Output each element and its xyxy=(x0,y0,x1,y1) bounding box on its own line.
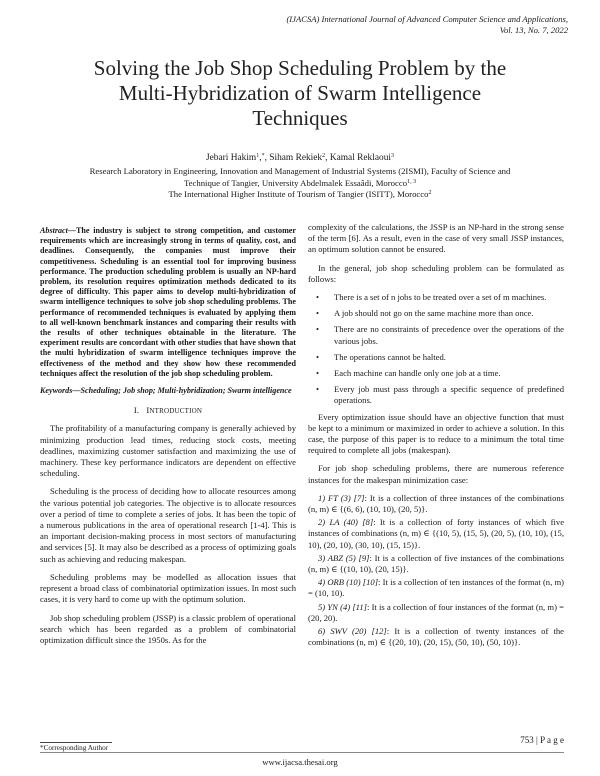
affiliation-3-sup: 2 xyxy=(428,190,432,196)
abstract-lead: Abstract xyxy=(40,226,68,235)
bullet-icon: • xyxy=(316,308,320,319)
author-3-affil: 3 xyxy=(391,153,394,159)
affiliation-line-1: Research Laboratory in Engineering, Innovation and Management of Industrial Systems (2ISMI), Faculty of Science and xyxy=(89,166,511,176)
reference-instance: 5) YN (4) [11]: It is a collection of four instances of the format (n, m) = (20, 20). xyxy=(308,601,564,623)
page-number: 753 | P a g e xyxy=(520,735,564,745)
left-column xyxy=(40,226,296,653)
section-first-letter: I xyxy=(146,405,150,416)
title-line-3: Techniques xyxy=(252,106,348,130)
reference-instance: 1) FT (3) [7]: It is a collection of three instances of the combinations (n, m) ∈ {(6, 6), (10, 10), (20, 5)}. xyxy=(308,492,565,515)
paragraph: Job shop scheduling problem (JSSP) is a classic problem of operational search which has been regarded as a problem of combinatorial optimization difficult since the 1950s. As for the xyxy=(40,612,296,645)
paragraph: Scheduling problems may be modelled as allocation issues that represent a broad class of combinatorial optimization issues. In most such cases, it is very hard to come up with the optimum solution. xyxy=(40,571,296,605)
title-line-1: Solving the Job Shop Scheduling Problem by the xyxy=(93,56,507,80)
author-1-corresponding: * xyxy=(261,153,265,159)
paragraph: Every optimization issue should have an objective function that must be kept to a minimum or maximized in order to achieve a solution. In this case, the purpose of this paper is to reduce to a minimum the total time required to complete all jobs (makespan). xyxy=(308,411,564,456)
reference-instance: 2) LA (40) [8]: It is a collection of forty instances of which five instances of combinations (n, m) ∈ {(10, 5), (15, 5), (20, 5), (10, 10), (15, 10), (20, 10), (30, 10), (15, 15)}. xyxy=(308,517,565,550)
affiliation-2-sup: 1, 3 xyxy=(407,178,417,185)
reference-instance: 3) ABZ (5) [9]: It is a collection of five instances of the combinations (n, m) ∈ {(10, 10), (20, 15)}. xyxy=(308,552,564,575)
author-2-affil: 2 xyxy=(322,153,326,159)
paper-title xyxy=(40,56,560,131)
bullet-icon: • xyxy=(316,351,320,362)
reference-instance: 6) SWV (20) [12]: It is a collection of twenty instances of the combinations (n, m) ∈ {(20, 10), (20, 15), (50, 10), (50, 10)}. xyxy=(308,626,564,648)
list-item: • A job should not go on the same machine more than once. xyxy=(316,308,534,319)
author-3: Kamal Reklaoui xyxy=(329,153,391,163)
author-list: Jebari Hakim$^1$,*, Siham Rekiek$^2$, Kamal Reklaoui$^3$ xyxy=(205,153,394,163)
affiliations xyxy=(30,166,570,201)
list-item: • There is a set of n jobs to be treated over a set of m machines. xyxy=(316,292,547,303)
author-1-affil: 1 xyxy=(256,153,260,159)
keywords: Keywords—Scheduling; Job shop; Multi-hybridization; Swarm intelligence xyxy=(40,386,292,396)
list-item: • There are no constraints of precedence over the operations of the various jobs. xyxy=(316,324,564,346)
paragraph: The profitability of a manufacturing company is generally achieved by minimizing production lead times, reducing stock costs, meeting deadlines, maximizing customer satisfaction and maximizing the use of machinery. These key performance indicators are dependent on effective scheduling. xyxy=(40,423,296,479)
paragraph: For job shop scheduling problems, there are numerous reference instances for the makespan minimization case: xyxy=(308,463,564,485)
bullet-icon: • xyxy=(316,292,320,303)
footer-divider xyxy=(40,752,564,753)
section-title-rest: NTRODUCTION xyxy=(149,407,203,416)
affiliation-line-2: Technique of Tangier, University Abdelmalek Essaâdi, Morocco$^{1, 3}$ xyxy=(183,177,417,188)
paragraph: Scheduling is the process of deciding how to allocate resources among the various potential job categories. The objective is to allocate resources over a period of time to complete a series of jobs. It has been the topic of a numerous publications in the area of operational research [1-4]. This is an important decision-making process in most sectors of manufacturing and services [5]. It may also be described as a process of optimizing goals such as achieving and reducing makespan. xyxy=(40,486,296,564)
list-item: • Every job must pass through a specific sequence of predefined operations. xyxy=(316,384,564,406)
journal-header xyxy=(286,14,568,36)
reference-instance: 4) ORB (10) [10]: It is a collection of ten instances of the format (n, m) = (10, 10). xyxy=(308,577,564,599)
journal-name: (IJACSA) International Journal of Advanced Computer Science and Applications, xyxy=(286,14,568,24)
footnote-divider xyxy=(40,742,112,743)
affiliation-line-3: The International Higher Institute of Tourism of Tangier (ISITT), Morocco$^2$ xyxy=(168,189,432,199)
paragraph: complexity of the calculations, the JSSP is an NP-hard in the strong sense of the term [6]. As a result, even in the case of very small JSSP instances, an optimum solution cannot be ensured. xyxy=(308,222,564,255)
bullet-icon: • xyxy=(316,324,320,335)
paragraph: In the general, job shop scheduling problem can be formulated as follows: xyxy=(308,262,564,284)
abstract xyxy=(40,226,296,379)
author-2: Siham Rekiek xyxy=(269,153,323,163)
constraint-list xyxy=(308,292,564,407)
bullet-icon: • xyxy=(316,384,320,395)
author-1: Jebari Hakim xyxy=(205,153,257,163)
abstract-text: —The industry is subject to strong competition, and customer requirements which are increasingly strong in terms of quality, cost, and deadlines. Consequently, the companies must improve their competitiveness. Scheduling is an essential tool for improving business performance. The production scheduling problem is usually an NP-hard problem, its resolution requires optimization methods dedicated to its degree of difficulty. This paper aims to develop multi-hybridization of swarm intelligence techniques to solve job shop scheduling problems. The performance of recommended techniques is evaluated by applying them to all well-known benchmark instances and comparing their results with the results of other techniques obtainable in the literature. The experiment results are concordant with other studies that have shown that the multi hybridization of swarm intelligence techniques improve the effectiveness of the method and they show how these recommended techniques affect the resolution of the job shop scheduling problem. xyxy=(40,226,296,378)
list-item: • Each machine can handle only one job at a time. xyxy=(316,368,501,379)
section-heading-introduction xyxy=(40,405,296,417)
right-column xyxy=(308,222,564,651)
section-number: I. xyxy=(133,405,140,416)
journal-volume: Vol. 13, No. 7, 2022 xyxy=(499,25,568,35)
bullet-icon: • xyxy=(316,368,320,379)
title-line-2: Multi-Hybridization of Swarm Intelligence xyxy=(118,81,482,105)
website-link[interactable]: www.ijacsa.thesai.org xyxy=(262,757,338,767)
list-item: • The operations cannot be halted. xyxy=(316,351,446,362)
footnote: *Corresponding Author xyxy=(40,744,109,752)
